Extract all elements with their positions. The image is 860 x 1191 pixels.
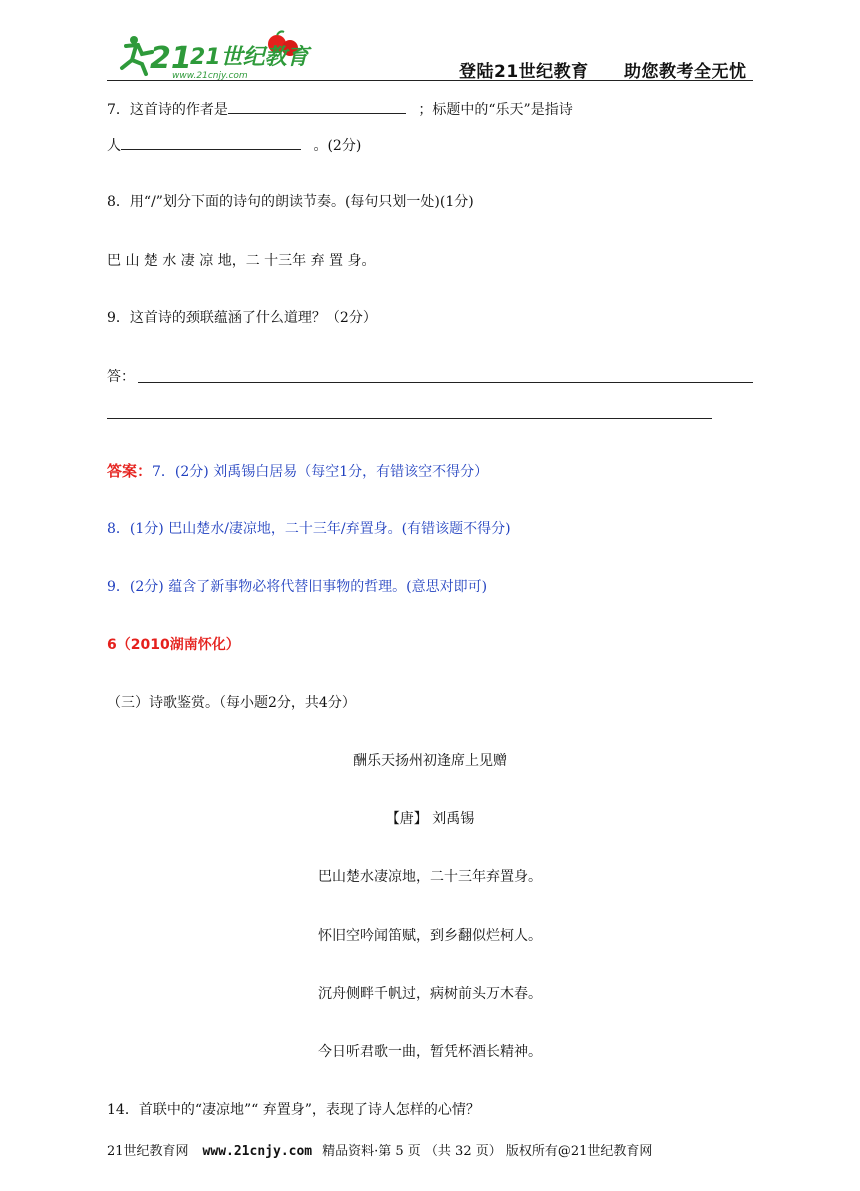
question-7-line-2 (107, 135, 361, 155)
question-9: 9．这首诗的颈联蕴涵了什么道理？（2分） (107, 310, 377, 326)
footer-site-link[interactable]: www.21cnjy.com (202, 1144, 313, 1159)
answer-9: 9．(2分) 蕴含了新事物必将代替旧事物的哲理。(意思对即可) (107, 579, 488, 595)
answer-line-2[interactable] (107, 418, 712, 419)
header-slogan-right: 助您教考全无忧 (624, 62, 747, 82)
poem-line-3: 沉舟侧畔千帆过，病树前头万木春。 (318, 986, 542, 1002)
section-6-heading: 6（2010湖南怀化） (107, 637, 240, 653)
answer-prefix: 答： (107, 369, 135, 385)
answer-7 (107, 462, 488, 481)
answer-8: 8．(1分) 巴山楚水/凄凉地，二十三年/弃置身。(有错该题不得分) (107, 521, 511, 537)
poem-line-4: 今日听君歌一曲，暂凭杯酒长精神。 (318, 1044, 542, 1060)
question-8: 8．用“/”划分下面的诗句的朗读节奏。(每句只划一处)(1分) (107, 194, 474, 210)
poem-line-2: 怀旧空吟闻笛赋，到乡翻似烂柯人。 (318, 928, 542, 944)
footer-left: 21世纪教育网 (107, 1144, 189, 1159)
poem-line-1: 巴山楚水凄凉地，二十三年弃置身。 (318, 869, 542, 885)
svg-text:21: 21 (150, 41, 192, 76)
question-7-line-1 (107, 99, 573, 119)
section-6-intro: （三）诗歌鉴赏。（每小题2分，共4分） (107, 695, 356, 711)
page-footer (107, 1140, 652, 1159)
svg-text:21世纪教育: 21世纪教育 (190, 45, 309, 70)
answer-label: 答案： (107, 462, 153, 480)
answer-7-text: 7．(2分) 刘禹锡白居易（每空1分，有错该空不得分） (152, 464, 489, 480)
poem-author: 【唐】 刘禹锡 (385, 811, 475, 827)
site-logo[interactable] (112, 30, 312, 80)
answer-line-1[interactable] (138, 382, 753, 383)
footer-right: 精品资料·第 5 页 （共 32 页） 版权所有@21世纪教育网 (322, 1144, 653, 1159)
question-8-poem-line: 巴 山 楚 水 凄 凉 地，二 十三年 弃 置 身。 (107, 253, 376, 269)
header-divider (107, 80, 753, 81)
question-7-blank-author[interactable] (228, 99, 406, 114)
question-14: 14．首联中的“凄凉地”“ 弃置身”，表现了诗人怎样的心情？ (107, 1102, 480, 1118)
question-7-points: 。(2分) (313, 138, 362, 154)
question-7-text-cont: ；标题中的“乐天”是指诗 (418, 102, 573, 118)
question-7-text-ren: 人 (107, 138, 121, 154)
logo-graphic (112, 30, 312, 80)
poem-title: 酬乐天扬州初逢席上见赠 (353, 753, 507, 769)
header-slogan-left: 登陆21世纪教育 (459, 62, 589, 82)
question-7-blank-letian[interactable] (121, 135, 301, 150)
svg-text:www.21cnjy.com: www.21cnjy.com (172, 71, 248, 80)
question-7-text: 7．这首诗的作者是 (107, 102, 228, 118)
